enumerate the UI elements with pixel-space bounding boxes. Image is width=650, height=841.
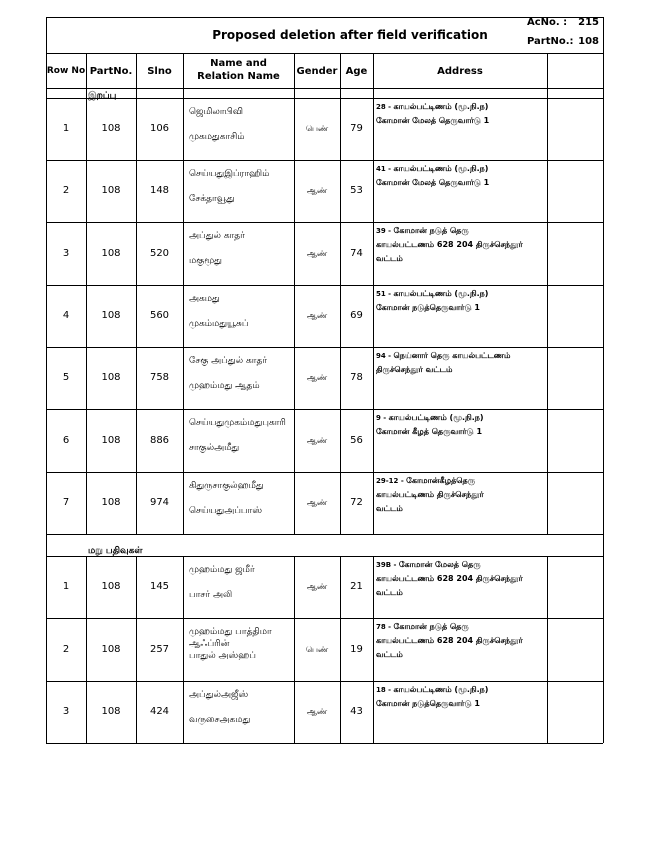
voter-name: கிதுருசாகுல்ஹமீது xyxy=(189,481,264,491)
gender: ஆண் xyxy=(306,435,328,445)
door-number-separator: - xyxy=(385,623,394,631)
part-number: 108 xyxy=(101,497,121,508)
serial-number: 974 xyxy=(149,497,170,508)
acno-value: 215 xyxy=(578,17,599,28)
col-header-address: Address xyxy=(437,66,483,77)
door-number-separator: - xyxy=(380,414,389,422)
table-right-border xyxy=(603,17,604,743)
door-number-separator: - xyxy=(385,165,394,173)
partno-label: PartNo.: xyxy=(527,36,574,47)
part-number: 108 xyxy=(101,581,121,592)
serial-number: 424 xyxy=(149,706,170,717)
row-number: 1 xyxy=(62,123,70,134)
col-header-name-line2: Relation Name xyxy=(197,71,280,82)
col-header-age: Age xyxy=(345,66,368,77)
address-line-1 xyxy=(376,412,484,424)
header-bottom-border xyxy=(46,53,603,54)
door-number-separator: - xyxy=(391,561,399,569)
row-number: 7 xyxy=(62,497,70,508)
table-left-border xyxy=(46,534,47,556)
door-number-separator: - xyxy=(385,290,394,298)
serial-number: 886 xyxy=(149,434,170,446)
door-number-separator: - xyxy=(385,352,394,360)
col-header-gender: Gender xyxy=(296,66,338,77)
age: 72 xyxy=(350,497,363,508)
door-number: 41 xyxy=(376,165,386,173)
gender: ஆண் xyxy=(306,498,328,507)
address-line-1-text: காயல்பட்டிணம் (மூ.நி.ந) xyxy=(393,685,489,694)
address-line-1-text: கோமான் நடுத் தெரு xyxy=(393,622,469,631)
address-line-2: காயல்பட்டணம் 628 204 திருச்செந்தூர் xyxy=(376,240,523,249)
address-line-1-text: கோமான் மேலத் தெரு xyxy=(398,560,481,569)
door-number: 39 xyxy=(376,227,386,235)
address-line-1 xyxy=(376,101,488,113)
serial-number: 257 xyxy=(149,643,170,655)
door-number: 9 xyxy=(376,414,381,422)
address-line-1 xyxy=(376,350,510,362)
row-number: 2 xyxy=(62,643,70,655)
address-line-3: வட்டம் xyxy=(376,504,403,513)
address-line-2: கோமான் நடுத்தெருவார்டு 1 xyxy=(376,303,480,312)
serial-number: 145 xyxy=(149,581,170,592)
address-line-1 xyxy=(376,475,475,487)
door-number: 78 xyxy=(376,623,386,631)
door-number-separator: - xyxy=(385,686,394,694)
voter-name: செய்யதுஇப்ராஹிம் xyxy=(189,169,270,179)
part-number: 108 xyxy=(101,123,121,134)
voter-name: முஹம்மது ஜமீர் xyxy=(189,565,255,575)
serial-number: 758 xyxy=(149,372,170,383)
gender: பெண் xyxy=(305,644,329,654)
address-line-1-text: காயல்பட்டிணம் (மூ.நி.ந) xyxy=(393,289,489,298)
address-line-3: வட்டம் xyxy=(376,588,403,597)
relation-name: மகுமூது xyxy=(189,256,222,266)
partno-value: 108 xyxy=(578,36,599,47)
row-border xyxy=(46,534,603,535)
relation-name-line2: பாதுல் அஸ்ஹப் xyxy=(189,651,256,661)
age: 43 xyxy=(350,706,363,717)
relation-name: முகம்மதுயூசுப் xyxy=(189,319,249,329)
age: 69 xyxy=(350,310,363,321)
relation-name: செய்யதுஅப்பாஸ் xyxy=(189,506,262,516)
address-line-1 xyxy=(376,163,488,175)
relation-name: பாசர் அலி xyxy=(189,590,233,600)
door-number: 18 xyxy=(376,686,386,694)
col-header-slno: Slno xyxy=(147,66,172,77)
address-line-2: காயல்பட்டணம் 628 204 திருச்செந்தூர் xyxy=(376,574,523,583)
acno-label: AcNo. : xyxy=(527,17,568,28)
voter-name: ஜெமிலாபிவி xyxy=(189,107,243,117)
part-number: 108 xyxy=(101,185,121,196)
serial-number: 148 xyxy=(149,185,170,196)
relation-name: சேக்தாவூது xyxy=(189,194,235,204)
serial-number: 560 xyxy=(149,310,170,321)
relation-name: முகமதுகாசிம் xyxy=(189,132,245,142)
door-number-separator: - xyxy=(385,103,394,111)
address-line-2: கோமான் மேலத் தெருவார்டு 1 xyxy=(376,116,490,125)
voter-name: அப்துல்அஜீஸ் xyxy=(189,690,249,700)
row-number: 1 xyxy=(62,581,70,592)
address-line-1-text: கோமான் நடுத் தெரு xyxy=(393,226,469,235)
part-number: 108 xyxy=(101,310,121,321)
address-line-3: வட்டம் xyxy=(376,254,403,263)
address-line-2: திருச்செந்தூர் வட்டம் xyxy=(376,365,453,374)
relation-name: ஆஃப்ரின் xyxy=(189,639,230,649)
address-line-2: கோமான் நடுத்தெருவார்டு 1 xyxy=(376,699,480,708)
address-line-1 xyxy=(376,288,488,300)
address-line-1-text: காயல்பட்டிணம் (மூ.நி.ந) xyxy=(388,413,484,422)
gender: ஆண் xyxy=(306,248,328,258)
part-number: 108 xyxy=(101,643,121,655)
door-number-separator: - xyxy=(398,477,407,485)
age: 78 xyxy=(350,372,363,383)
door-number: 94 xyxy=(376,352,386,360)
relation-name: வருசைஅகமது xyxy=(189,715,251,725)
row-number: 4 xyxy=(62,310,70,321)
door-number: 51 xyxy=(376,290,386,298)
address-line-2: கோமான் கீழத் தெருவார்டு 1 xyxy=(376,427,483,436)
voter-name: சேகு அப்துல் காதர் xyxy=(189,356,268,366)
part-number: 108 xyxy=(101,434,121,446)
address-line-1-text: கோமான்கீழத்தெரு xyxy=(406,476,476,485)
gender: ஆண் xyxy=(306,186,328,195)
col-header-partno: PartNo. xyxy=(89,66,133,77)
row-number: 3 xyxy=(62,247,70,259)
row-number: 2 xyxy=(62,185,70,196)
part-number: 108 xyxy=(101,706,121,717)
voter-name: முஹம்மது பாத்திமா xyxy=(189,627,272,637)
row-number: 6 xyxy=(62,434,70,446)
address-line-1-text: காயல்பட்டிணம் (மூ.நி.ந) xyxy=(393,164,489,173)
address-line-3: வட்டம் xyxy=(376,650,403,659)
address-line-1 xyxy=(376,225,469,237)
section-label: இறப்பு xyxy=(88,91,117,101)
row-number: 5 xyxy=(62,372,70,383)
gender: ஆண் xyxy=(306,582,328,591)
part-number: 108 xyxy=(101,372,121,383)
address-line-2: காயல்பட்டணம் 628 204 திருச்செந்தூர் xyxy=(376,636,523,645)
column-header-bottom-border xyxy=(46,88,603,89)
gender: ஆண் xyxy=(306,707,328,716)
header-left-border xyxy=(46,17,47,53)
age: 56 xyxy=(350,434,363,446)
door-number: 28 xyxy=(376,103,386,111)
door-number: 39B xyxy=(376,561,392,569)
serial-number: 106 xyxy=(149,123,170,134)
col-header-name-line1: Name and xyxy=(210,58,267,69)
address-line-1 xyxy=(376,684,488,696)
header-top-border xyxy=(46,17,603,18)
gender: பெண் xyxy=(305,124,329,133)
address-line-1 xyxy=(376,621,469,633)
age: 74 xyxy=(350,247,363,259)
address-line-2: காயல்பட்டிணம் திருச்செந்தூர் xyxy=(376,490,484,499)
address-line-1-text: காயல்பட்டிணம் (மூ.நி.ந) xyxy=(393,102,489,111)
relation-name: முஹம்மது ஆதம் xyxy=(189,381,260,391)
address-line-2: கோமான் மேலத் தெருவார்டு 1 xyxy=(376,178,490,187)
part-number: 108 xyxy=(101,247,121,259)
age: 53 xyxy=(350,185,363,196)
age: 21 xyxy=(350,581,363,592)
row-border xyxy=(46,743,603,744)
gender: ஆண் xyxy=(306,373,328,382)
age: 79 xyxy=(350,123,363,134)
address-line-1 xyxy=(376,559,481,571)
serial-number: 520 xyxy=(149,247,170,259)
voter-name: செய்யதுமுகம்மதுபுகாரி xyxy=(189,418,286,428)
door-number: 29-12 xyxy=(376,477,399,485)
relation-name: சாகுல்அமீது xyxy=(189,443,240,453)
page-title: Proposed deletion after field verification xyxy=(212,28,488,42)
age: 19 xyxy=(350,643,363,655)
voter-name: அப்துல் காதர் xyxy=(189,231,245,241)
section-label: மறு பதிவுகள் xyxy=(88,546,143,556)
col-header-rowno: Row No xyxy=(46,66,86,76)
address-line-1-text: நெய்னார் தெரு காயல்பட்டணம் xyxy=(393,351,511,360)
row-number: 3 xyxy=(62,706,70,717)
gender: ஆண் xyxy=(306,311,328,320)
voter-name: அகமது xyxy=(189,294,220,304)
door-number-separator: - xyxy=(385,227,394,235)
